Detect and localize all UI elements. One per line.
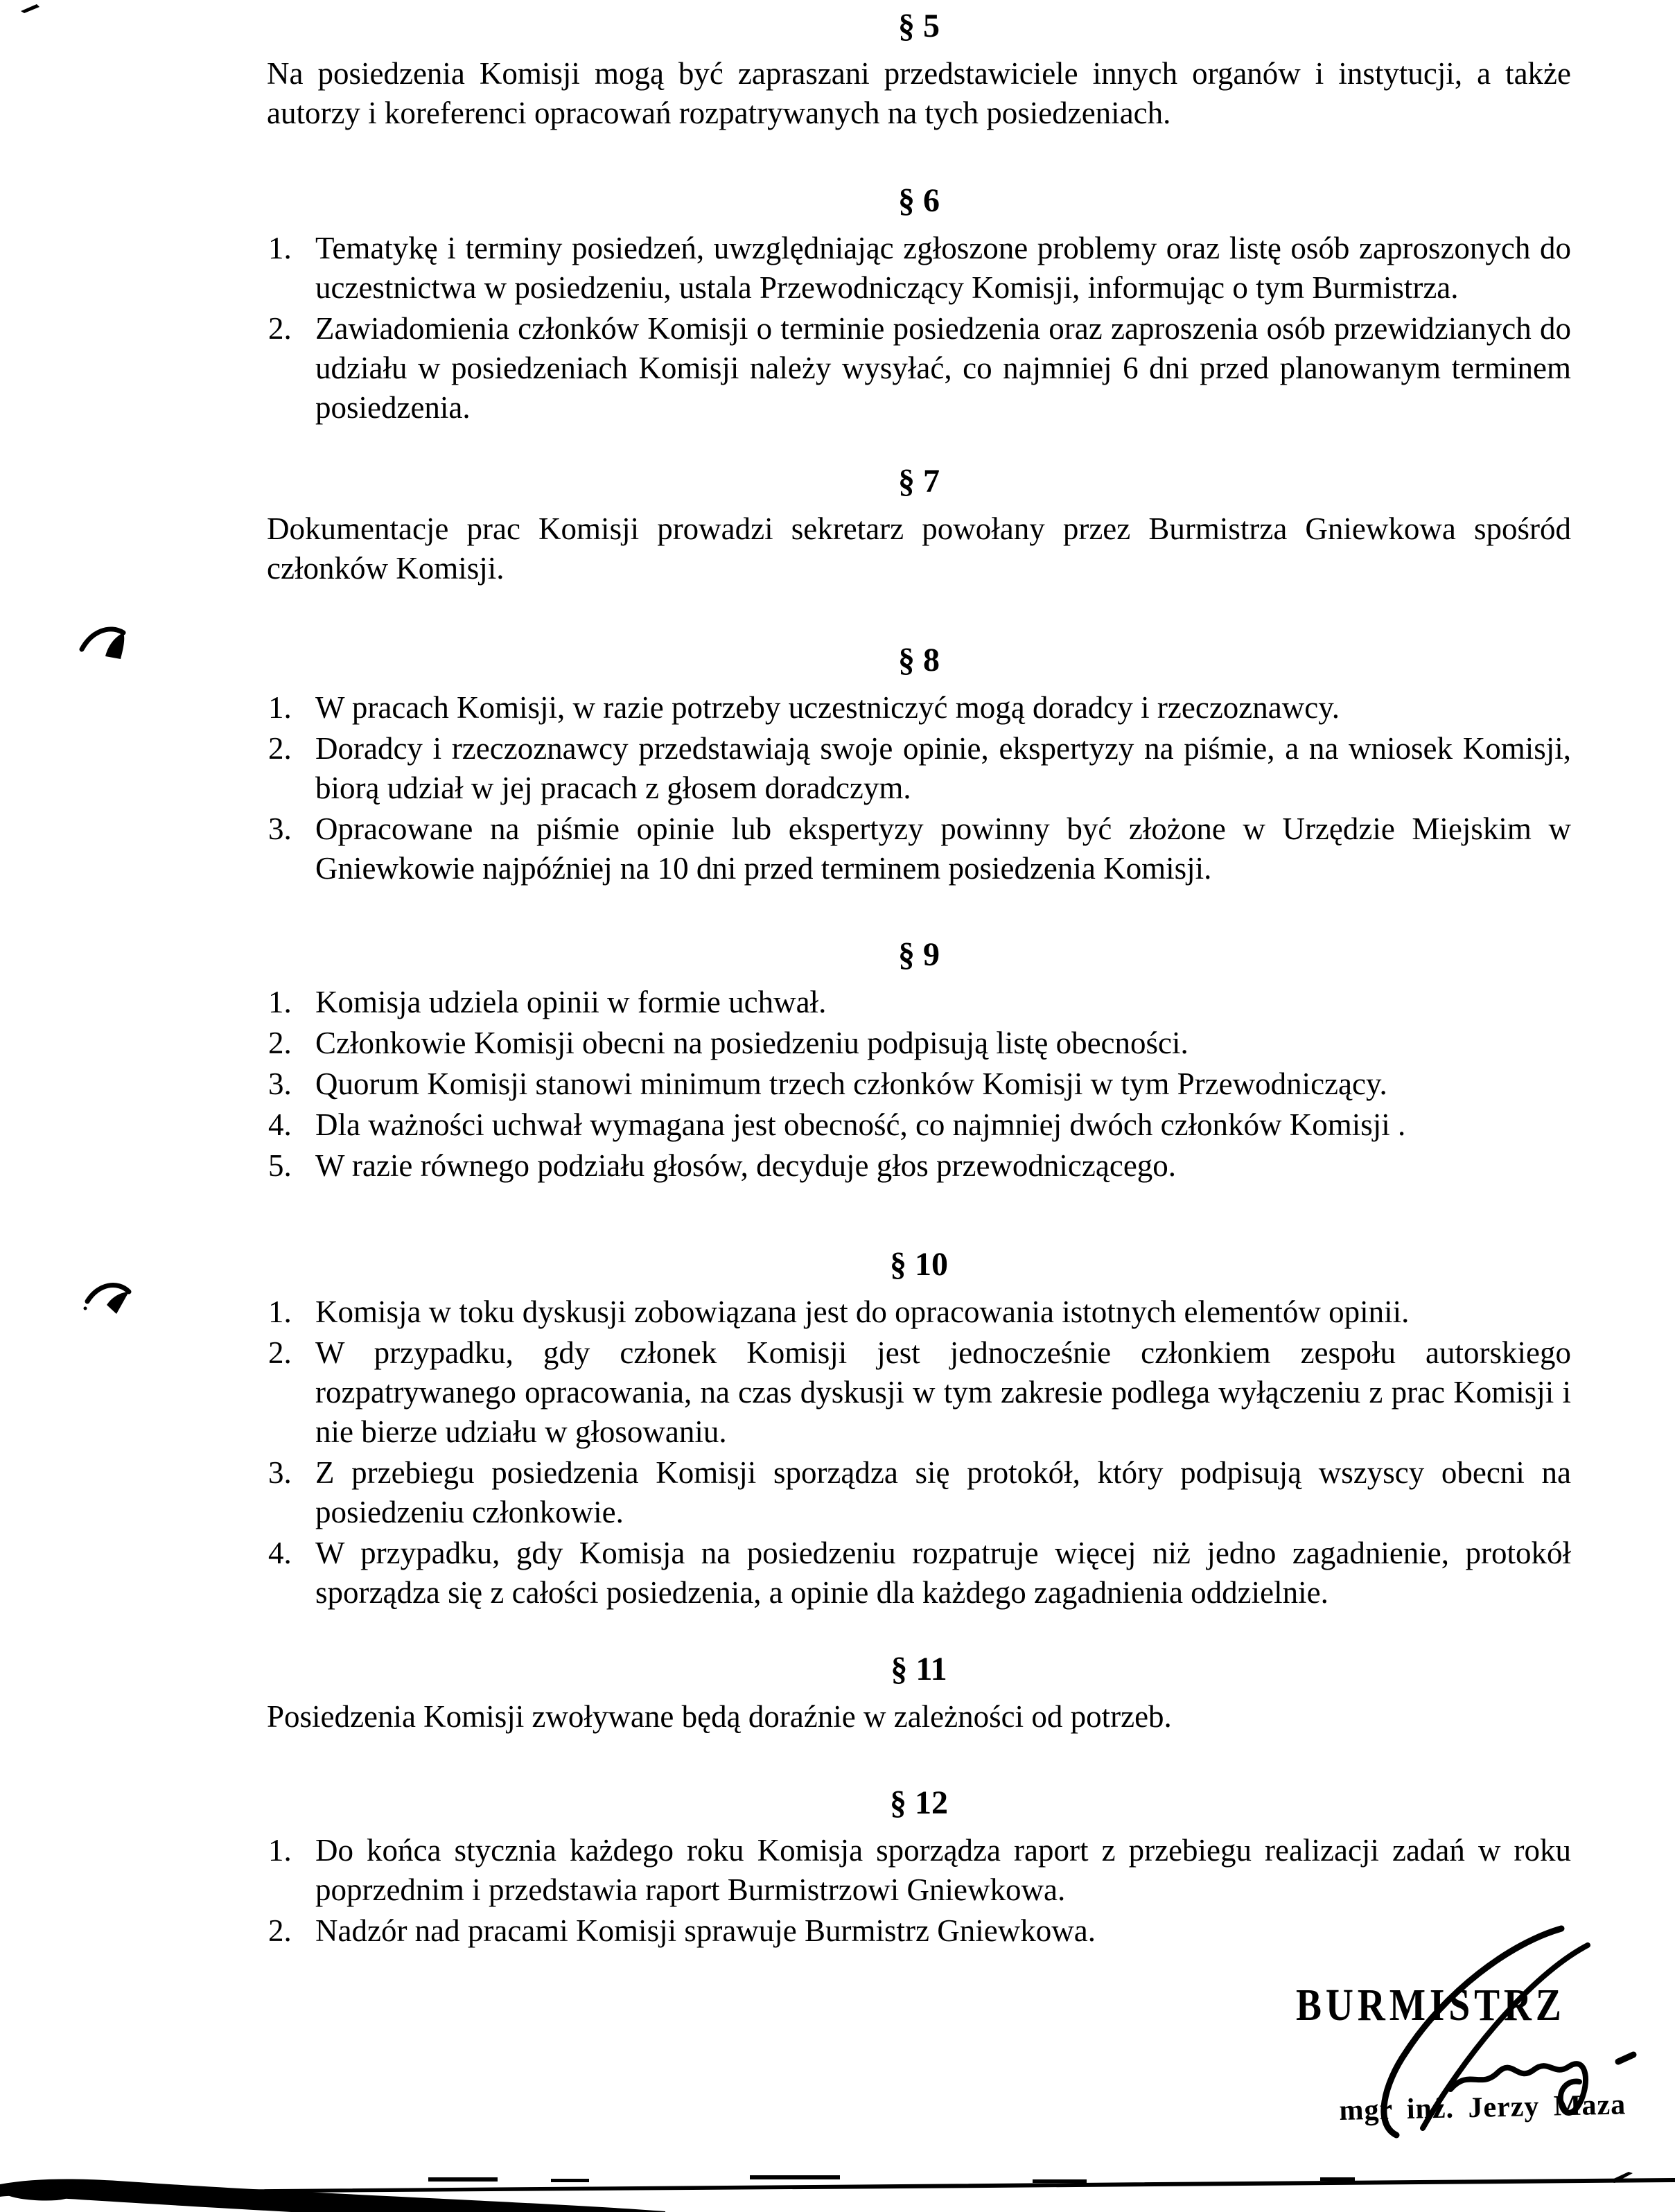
section-list	[267, 688, 1571, 888]
list-item: Doradcy i rzeczoznawcy przedstawiają swoje opinie, ekspertyzy na piśmie, a na wniosek Komisji, biorą udział w jej pracach z głosem doradczym.	[315, 731, 1571, 805]
section-10	[267, 1247, 1571, 1613]
section-heading: § 9	[898, 936, 940, 973]
list-item: Członkowie Komisji obecni na posiedzeniu podpisują listę obecności.	[315, 1026, 1189, 1060]
section-heading: § 7	[898, 463, 940, 500]
section-heading: § 11	[891, 1651, 947, 1687]
section-6	[267, 183, 1571, 428]
list-item: Dla ważności uchwał wymagana jest obecność, co najmniej dwóch członków Komisji .	[315, 1107, 1406, 1142]
scan-artifact	[21, 1, 42, 14]
section-heading: § 6	[898, 182, 940, 219]
list-item: W przypadku, gdy Komisja na posiedzeniu rozpatruje więcej niż jedno zagadnienie, protokół sporządza się z całości posiedzenia, a opinie dla każdego zagadnienia oddzielnie.	[315, 1536, 1571, 1610]
list-item: Tematykę i terminy posiedzeń, uwzględniając zgłoszone problemy oraz listę osób zaproszonych do uczestnictwa w posiedzeniu, ustala Przewodniczący Komisji, informując o tym Burmistrza.	[315, 231, 1571, 305]
document-body	[267, 8, 1571, 1952]
section-paragraph: Posiedzenia Komisji zwoływane będą doraźnie w zależności od potrzeb.	[267, 1699, 1172, 1734]
section-5	[267, 8, 1571, 133]
signer-name-stamp: mgr inż. Jerzy Maza	[1339, 2089, 1626, 2127]
section-heading: § 8	[898, 642, 940, 678]
list-item: W przypadku, gdy członek Komisji jest jednocześnie członkiem zespołu autorskiego rozpatrywanego opracowania, na czas dyskusji w tym zakresie podlega wyłączeniu z prac Komisji i nie bierze udziału w głosowaniu.	[315, 1335, 1571, 1449]
section-8	[267, 642, 1571, 888]
scan-artifact	[0, 2168, 1675, 2212]
list-item: Komisja w toku dyskusji zobowiązana jest do opracowania istotnych elementów opinii.	[315, 1294, 1410, 1329]
list-item: Do końca stycznia każdego roku Komisja sporządza raport z przebiegu realizacji zadań w roku poprzednim i przedstawia raport Burmistrzowi Gniewkowa.	[315, 1833, 1571, 1907]
section-paragraph: Dokumentacje prac Komisji prowadzi sekretarz powołany przez Burmistrza Gniewkowa spośród członków Komisji.	[267, 511, 1571, 586]
section-heading: § 5	[898, 8, 940, 44]
list-item: Nadzór nad pracami Komisji sprawuje Burmistrz Gniewkowa.	[315, 1913, 1096, 1948]
list-item: Quorum Komisji stanowi minimum trzech członków Komisji w tym Przewodniczący.	[315, 1066, 1387, 1101]
section-list	[267, 983, 1571, 1186]
list-item: Z przebiegu posiedzenia Komisji sporządza się protokół, który podpisują wszyscy obecni na posiedzeniu członkowie.	[315, 1455, 1571, 1529]
list-item: W razie równego podziału głosów, decyduje głos przewodniczącego.	[315, 1148, 1177, 1183]
section-list	[267, 1292, 1571, 1613]
pen-mark-icon	[82, 1274, 137, 1318]
section-7	[267, 464, 1571, 588]
section-9	[267, 937, 1571, 1186]
burmistrz-stamp: BURMISTRZ	[1296, 1980, 1566, 2030]
list-item: Opracowane na piśmie opinie lub ekspertyzy powinny być złożone w Urzędzie Miejskim w Gniewkowie najpóźniej na 10 dni przed terminem posiedzenia Komisji.	[315, 811, 1571, 886]
section-heading: § 12	[890, 1784, 948, 1821]
list-item: W pracach Komisji, w razie potrzeby uczestniczyć mogą doradcy i rzeczoznawcy.	[315, 690, 1340, 725]
section-paragraph: Na posiedzenia Komisji mogą być zapraszani przedstawiciele innych organów i instytucji, a także autorzy i koreferenci opracowań rozpatrywanych na tych posiedzeniach.	[267, 56, 1571, 130]
pen-mark-icon	[78, 619, 133, 663]
list-item: Komisja udziela opinii w formie uchwał.	[315, 985, 827, 1019]
section-list	[267, 229, 1571, 428]
section-11	[267, 1651, 1571, 1737]
section-heading: § 10	[890, 1246, 948, 1283]
list-item: Zawiadomienia członków Komisji o terminie posiedzenia oraz zaproszenia osób przewidzianych do udziału w posiedzeniach Komisji należy wysyłać, co najmniej 6 dni przed planowanym terminem posiedzenia.	[315, 311, 1571, 425]
